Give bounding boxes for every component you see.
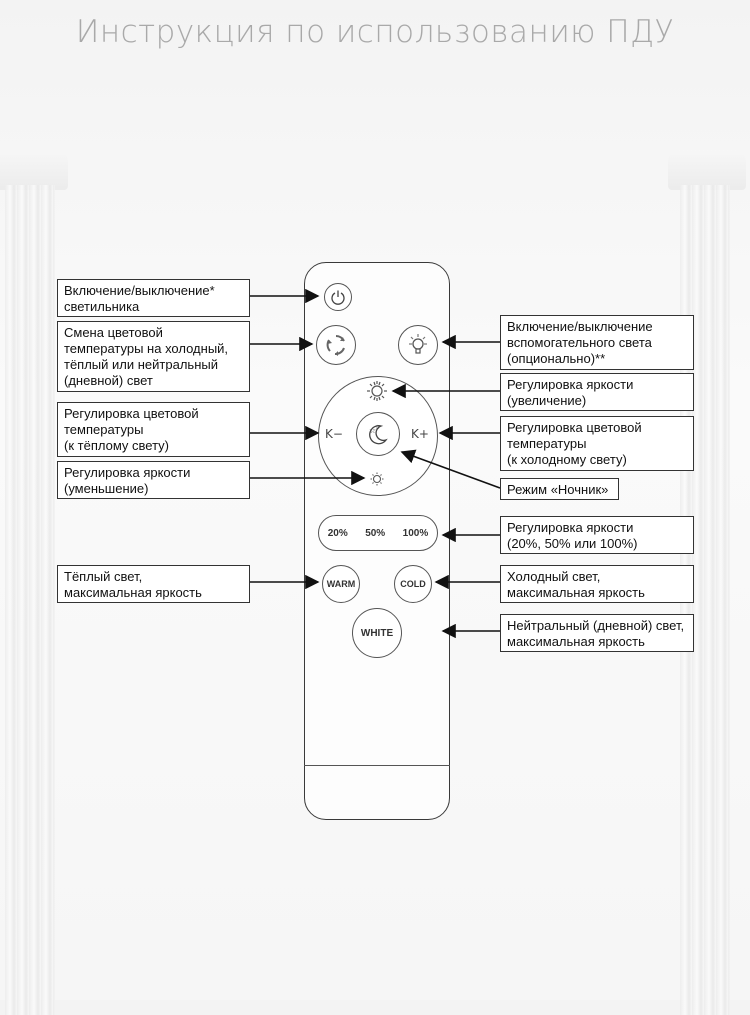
label-temp-cold: Регулировка цветовой температуры (к холодному свету) [500,416,694,471]
k-plus-button[interactable]: K+ [411,427,429,441]
label-cold-max: Холодный свет, максимальная яркость [500,565,694,603]
label-color-cycle: Смена цветовой температуры на холодный, тёплый или нейтральный (дневной) свет [57,321,250,392]
label-brightness-down: Регулировка яркости (уменьшение) [57,461,250,499]
label-brightness-preset: Регулировка яркости (20%, 50% или 100%) [500,516,694,554]
brightness-100-button[interactable]: 100% [402,527,429,539]
warm-button[interactable]: WARM [322,565,360,603]
label-power: Включение/выключение* светильника [57,279,250,317]
white-button[interactable]: WHITE [352,608,402,658]
label-temp-warm: Регулировка цветовой температуры (к тёплому свету) [57,402,250,457]
label-night-mode: Режим «Ночник» [500,478,619,500]
brightness-20-button[interactable]: 20% [327,527,348,539]
brightness-50-button[interactable]: 50% [365,527,386,539]
cold-button[interactable]: COLD [394,565,432,603]
page-title: Инструкция по использованию ПДУ [75,14,675,50]
label-warm-max: Тёплый свет, максимальная яркость [57,565,250,603]
svg-text:☆: ☆ [369,426,377,435]
label-neutral-max: Нейтральный (дневной) свет, максимальная яркость [500,614,694,652]
svg-text:☆: ☆ [375,424,381,431]
label-aux-light: Включение/выключение вспомогательного света (опционально)** [500,315,694,370]
arrow-night-mode [402,452,500,488]
k-minus-button[interactable]: K− [325,427,343,441]
label-brightness-up: Регулировка яркости (увеличение) [500,373,694,411]
